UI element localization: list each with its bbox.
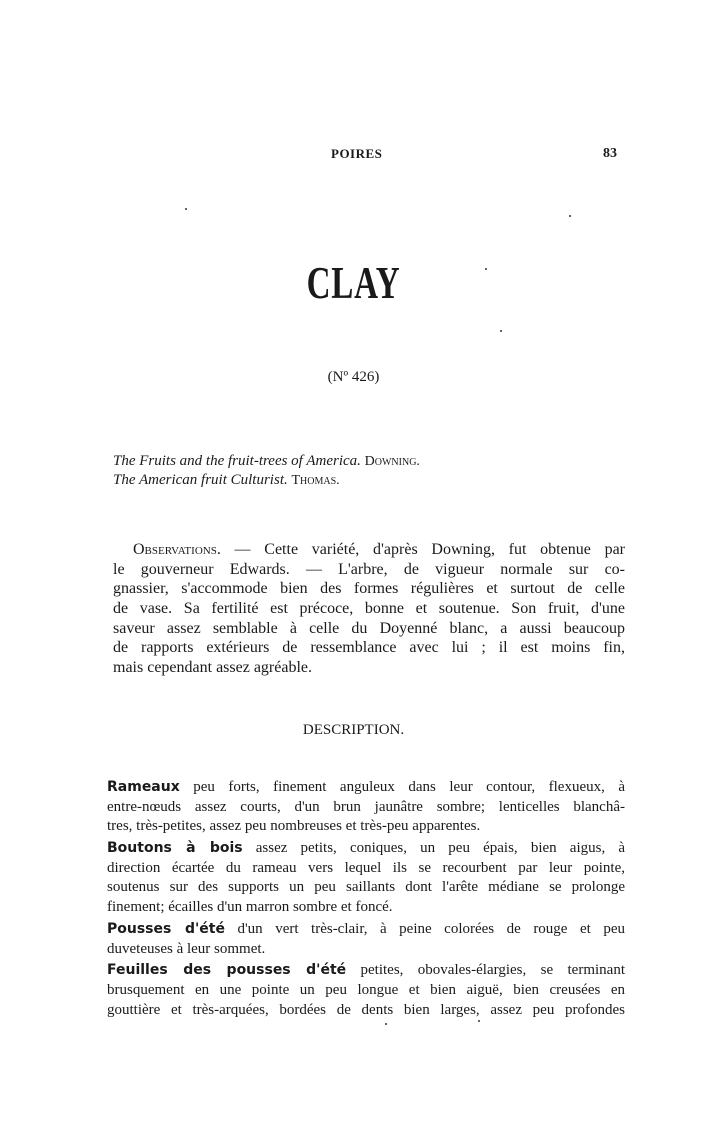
text-line: saveur assez semblable à celle du Doyenné blanc, a aussi beaucoup [113,619,625,637]
scan-speck [385,1023,387,1025]
text-line: finement; écailles d'un marron sombre et foncé. [107,899,393,916]
citation [113,453,420,470]
variety-number: (Nº 426) [327,369,380,385]
citation-author: Thomas. [291,473,340,488]
scan-speck [500,330,502,332]
text-line: soutenus sur des supports un peu saillants dont l'arête médiane se prolonge [107,879,625,896]
text-line: tres, très-petites, assez peu nombreuses et très-peu apparentes. [107,818,481,835]
citation [113,472,340,489]
citation-work: The Fruits and the fruit-trees of America. [113,453,361,469]
text-line: gouttière et très-arquées, bordées de dents bien larges, assez peu profondes [107,1001,625,1018]
description-term: Boutons à bois [107,840,243,857]
page-number: 83 [603,146,617,161]
text-line: duveteuses à leur sommet. [107,940,266,957]
description-paragraph: Rameaux peu forts, finement anguleux dans leur contour, flexueux, à entre-nœuds assez courts, d'un brun jaunâtre sombre; lenticelles blanchâ- tres, très-petites, assez peu nombreuses et très-peu apparentes. [107,778,625,837]
description-section [107,778,625,1022]
text-line: brusquement en une pointe un peu longue et bien aiguë, bien creusées en [107,981,625,998]
text-line: de vase. Sa fertilité est précoce, bonne et soutenue. Son fruit, d'une [113,600,625,618]
text-line: entre-nœuds assez courts, d'un brun jaunâtre sombre; lenticelles blanchâ- [107,798,625,815]
scan-speck [485,268,487,270]
description-term: Rameaux [107,779,180,795]
scan-speck [569,215,571,217]
text-line: direction écartée du rameau vers lequel ils se recourbent par leur pointe, [107,859,625,876]
description-heading: DESCRIPTION. [302,722,405,738]
observations-paragraph [113,540,625,678]
running-head: POIRES [331,146,383,161]
text-line: Observations. — Cette variété, d'après Downing, fut obtenue par [133,541,625,558]
description-paragraph: Pousses d'été d'un vert très-clair, à peine colorées de rouge et peu duveteuses à leur sommet. [107,920,625,959]
citation-author: Downing. [364,454,420,469]
description-paragraph: Boutons à bois assez petits, coniques, un peu épais, bien aigus, à direction écartée du rameau vers lequel ils se recourbent par leur pointe, soutenus sur des supports un peu saillants dont l'arête médiane se prolonge finement; écailles d'un marron sombre et foncé. [107,839,625,918]
citation-work: The American fruit Culturist. [113,472,288,488]
text-line: de rapports extérieurs de ressemblance avec lui ; il est moins fin, [113,639,625,657]
scan-speck [478,1020,480,1022]
description-term: Pousses d'été [107,920,225,937]
text-line: le gouverneur Edwards. — L'arbre, de vigueur normale sur co- [113,560,625,578]
text-line: gnassier, s'accommode bien des formes régulières et surtout de celle [113,580,625,598]
text-line: mais cependant assez agréable. [113,659,313,677]
observations-label: Observations. [133,541,221,558]
description-term: Feuilles des pousses d'été [107,962,347,979]
page-title: CLAY [306,257,401,308]
description-paragraph: Feuilles des pousses d'été petites, obovales-élargies, se terminant brusquement en une pointe un peu longue et bien aiguë, bien creusées en gouttière et très-arquées, bordées de dents bien larges, assez peu profondes [107,961,625,1020]
scan-speck [185,208,187,210]
